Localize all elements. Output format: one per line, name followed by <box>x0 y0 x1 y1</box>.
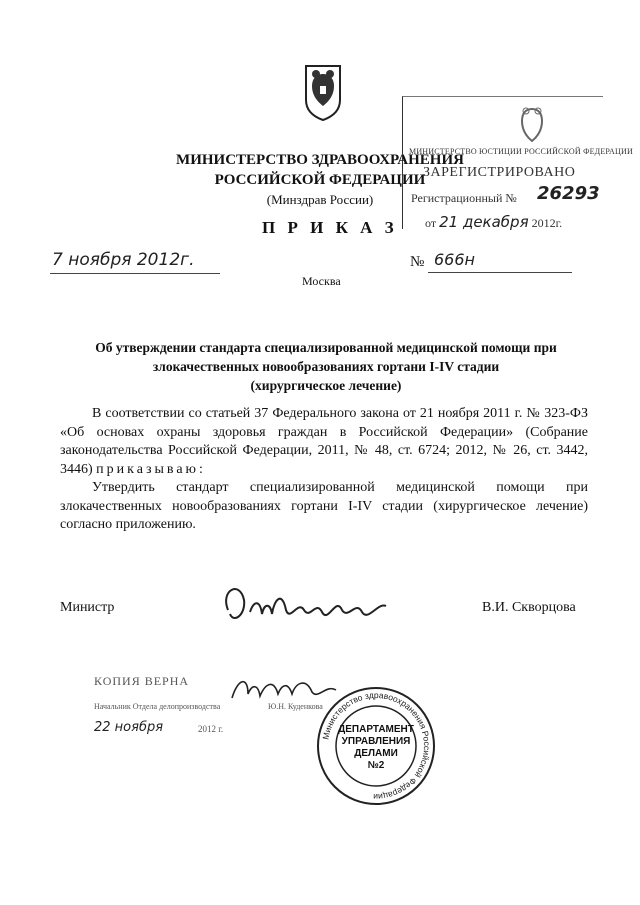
round-stamp-ring-text: Министерство здравоохранения Российской Федерации <box>320 689 433 803</box>
order-number: 666н <box>434 250 475 269</box>
registration-number: 26293 <box>537 183 600 204</box>
round-stamp-center <box>332 724 420 772</box>
minister-signature <box>210 570 410 640</box>
body-paragraph-2: Утвердить стандарт специализированной медицинской помощи при злокачественных новообразованиях гортани I-IV стадии (хирургическое лечение) согласно приложению. <box>60 480 588 532</box>
state-emblem-icon <box>300 60 346 122</box>
city: Москва <box>302 274 341 288</box>
registration-stamp <box>402 96 633 231</box>
minister-position: Министр <box>60 600 115 615</box>
order-date: 7 ноября 2012г. <box>52 250 195 270</box>
round-stamp <box>314 684 438 808</box>
stamp-status: ЗАРЕГИСТРИРОВАНО <box>423 165 576 180</box>
paragraph-1-text: В соответствии со статьей 37 Федерального закона от 21 ноября 2011 г. № 323-ФЗ «Об основах охраны здоровья граждан в Российской Федерации» (Собрание законодательства Российской Федерации, 2011, № 48, ст. 6724; 2012, № 26, ст. 3442, 3446) <box>60 406 588 477</box>
ministry-short-name: (Минздрав России) <box>266 192 374 207</box>
order-date-underline <box>50 273 220 274</box>
order-number-underline <box>428 272 572 273</box>
copy-person: Ю.Н. Куденкова <box>268 702 323 711</box>
command-word: приказываю: <box>96 461 206 477</box>
copy-date-handwritten: 22 ноября <box>94 720 164 735</box>
title-line2: злокачественных новообразованиях гортани I-IV стадии <box>152 359 500 374</box>
minister-name: В.И. Скворцова <box>482 600 576 615</box>
registration-number-label: Регистрационный № <box>411 191 517 205</box>
round-stamp-line1: ДЕПАРТАМЕНТ <box>338 724 414 735</box>
registration-date-handwritten: 21 декабря <box>439 213 529 231</box>
round-stamp-line4: №2 <box>367 760 385 771</box>
document-title <box>70 338 582 395</box>
registration-date-prefix: от <box>425 216 437 230</box>
registration-date <box>425 213 562 231</box>
title-line3: (хирургическое лечение) <box>250 378 402 393</box>
ministry-name-line2: РОССИЙСКОЙ ФЕДЕРАЦИИ <box>214 172 426 188</box>
stamp-ministry: МИНИСТЕРСТВО ЮСТИЦИИ РОССИЙСКОЙ ФЕДЕРАЦИИ <box>409 147 633 156</box>
ministry-name-line1: МИНИСТЕРСТВО ЗДРАВООХРАНЕНИЯ <box>176 152 464 168</box>
stamp-emblem-icon <box>515 105 549 145</box>
registration-date-year: 2012г. <box>531 216 563 230</box>
round-stamp-line2: УПРАВЛЕНИЯ <box>341 736 411 747</box>
copy-date-year: 2012 г. <box>198 724 224 734</box>
document-type: П Р И К А З <box>262 218 398 237</box>
document-body <box>60 405 588 535</box>
body-paragraph-1 <box>60 405 588 479</box>
round-stamp-line3: ДЕЛАМИ <box>354 748 398 759</box>
copy-role: Начальник Отдела делопроизводства <box>94 702 221 711</box>
order-number-label: № <box>410 254 425 270</box>
title-line1: Об утверждении стандарта специализированной медицинской помощи при <box>95 340 557 355</box>
copy-status: КОПИЯ ВЕРНА <box>94 674 190 688</box>
